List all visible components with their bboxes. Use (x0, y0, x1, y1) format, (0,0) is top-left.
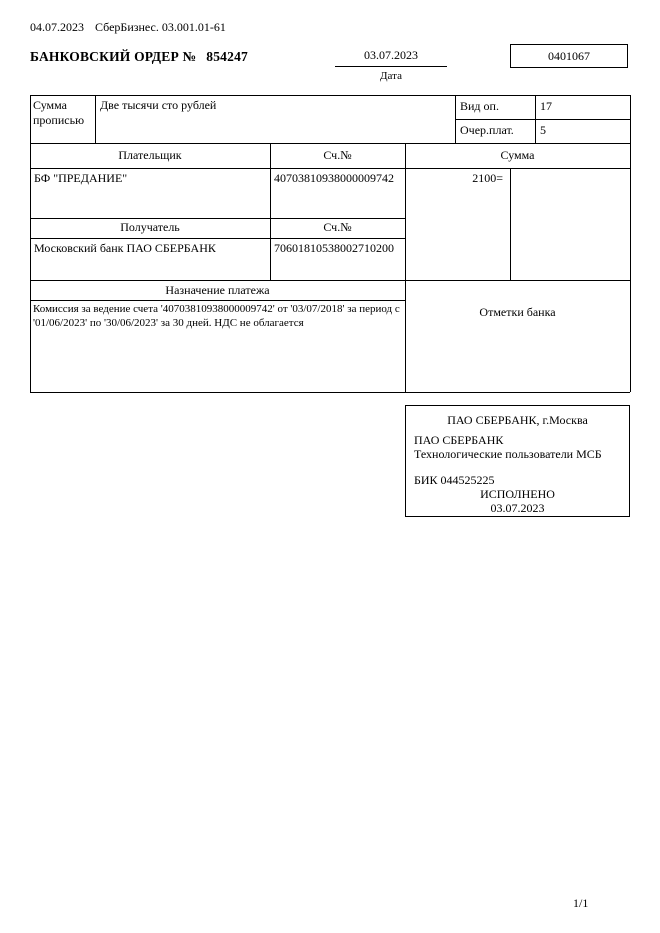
payee-account-header: Сч.№ (323, 220, 352, 234)
purpose-text: Комиссия за ведение счета '40703810938000009742' от '03/07/2018' за период с '01/06/2023' по '30/06/2023' за 30 дней. НДС не облагается (33, 303, 400, 329)
bank-stamp (405, 405, 630, 517)
document-title-text: БАНКОВСКИЙ ОРДЕР № (30, 49, 197, 64)
payer-account-header: Сч.№ (323, 148, 352, 162)
stamp-bank-name: ПАО СБЕРБАНК (414, 433, 504, 447)
date-label: Дата (380, 70, 402, 82)
table-line-optype-left (455, 95, 456, 143)
operation-type-value: 17 (540, 99, 552, 113)
payer-name: БФ "ПРЕДАНИЕ" (34, 171, 128, 185)
payee-header: Получатель (120, 220, 180, 234)
print-date: 04.07.2023 (30, 20, 84, 34)
payee-account: 70601810538002710200 (274, 241, 394, 255)
stamp-status-date: 03.07.2023 (490, 501, 545, 515)
amount-in-words-value: Две тысячи сто рублей (100, 98, 217, 112)
order-number: 854247 (206, 49, 248, 64)
table-line-bottom (30, 392, 630, 393)
stamp-department: Технологические пользователи МСБ (414, 447, 602, 461)
table-line-optype-value (535, 95, 536, 143)
form-code: 0401067 (510, 44, 628, 68)
payer-header: Плательщик (118, 148, 182, 162)
stamp-status: ИСПОЛНЕНО (480, 487, 555, 501)
table-line-purpose-top (30, 280, 630, 281)
table-line-amount-row-bottom (30, 143, 630, 144)
payer-account: 40703810938000009742 (274, 171, 394, 185)
amount-header: Сумма (500, 148, 535, 162)
order-date: 03.07.2023 (335, 48, 447, 67)
page-number: 1/1 (573, 896, 589, 910)
payee-name: Московский банк ПАО СБЕРБАНК (34, 241, 216, 255)
table-line-op-divider (455, 119, 630, 120)
amount-value: 2100= (472, 171, 503, 185)
document-title (30, 49, 248, 65)
table-line-payee-header-top (30, 218, 405, 219)
table-line-sum-subcol (510, 168, 511, 280)
table-line-purpose-header-bottom (30, 300, 405, 301)
purpose-header: Назначение платежа (165, 283, 270, 297)
priority-value: 5 (540, 123, 546, 137)
table-line-payee-header-bottom (30, 238, 405, 239)
table-line-amount-label (95, 95, 96, 143)
table-line-right (630, 95, 631, 392)
system-reference: СберБизнес. 03.001.01-61 (95, 20, 226, 34)
priority-label: Очер.плат. (460, 123, 514, 137)
operation-type-label: Вид оп. (460, 99, 499, 113)
table-line-left (30, 95, 31, 392)
amount-in-words-label: Сумма прописью (33, 98, 85, 127)
table-line-top (30, 95, 630, 96)
table-line-headers-bottom (30, 168, 630, 169)
table-line-account-col (270, 143, 271, 280)
stamp-bik: БИК 044525225 (414, 473, 495, 487)
bank-marks-header: Отметки банка (479, 305, 556, 319)
stamp-bank-title: ПАО СБЕРБАНК, г.Москва (447, 413, 588, 427)
